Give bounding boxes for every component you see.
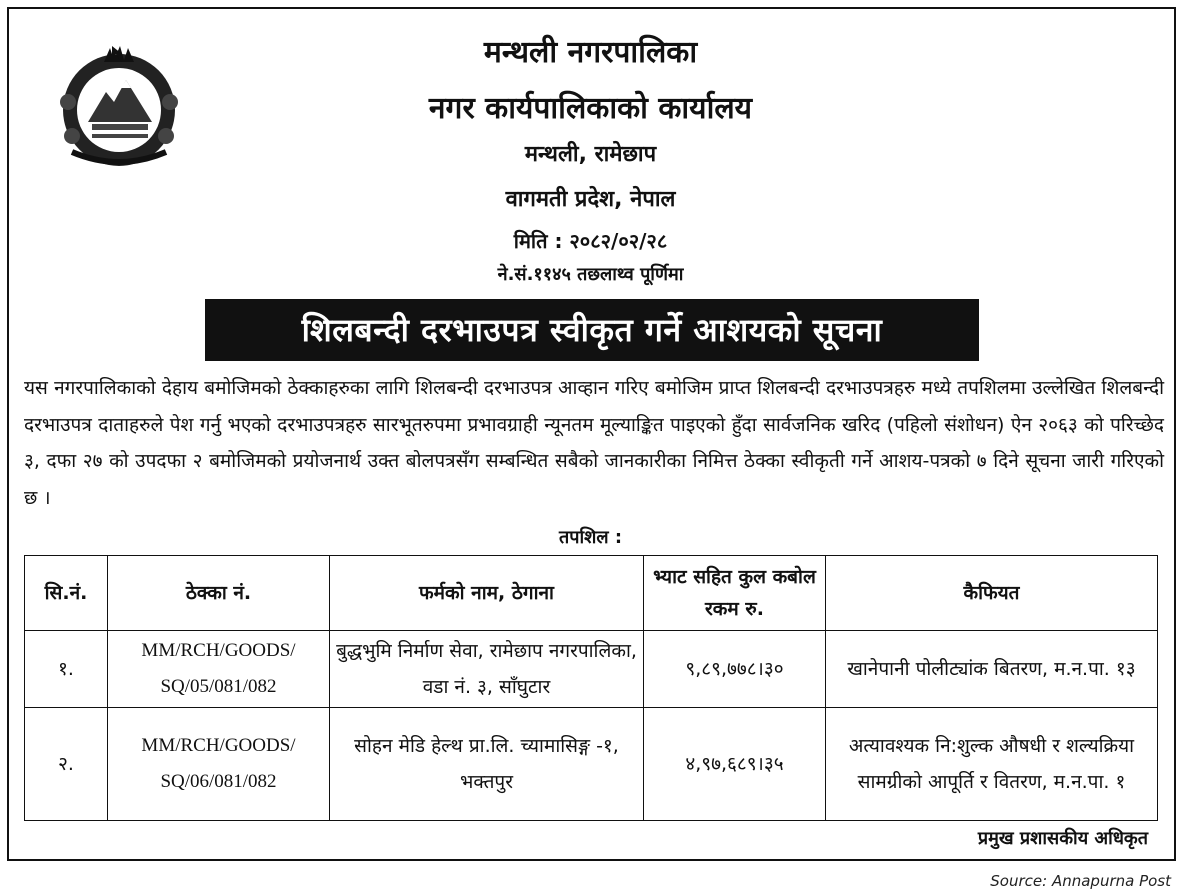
notice-date: मिति : २०८२/०२/२८ (513, 229, 668, 253)
cell-amount: ९,८९,७७८।३० (644, 631, 826, 708)
col-header-amount: भ्याट सहित कुल कबोल रकम रु. (644, 556, 826, 631)
cell-contract-number: MM/RCH/GOODS/ SQ/06/081/082 (108, 708, 330, 821)
col-header-firm: फर्मको नाम, ठेगाना (330, 556, 644, 631)
details-heading: तपशिल : (558, 527, 623, 548)
details-table (24, 555, 1158, 821)
nepal-sambat-date: ने.सं.११४५ तछलाथ्व पूर्णिमा (497, 264, 684, 285)
cell-remarks: अत्यावश्यक नि:शुल्क औषधी र शल्यक्रिया सामग्रीको आपूर्ति र वितरण, म.न.पा. १ (826, 708, 1158, 821)
table-row (25, 708, 1158, 821)
table-header-row (25, 556, 1158, 631)
cell-contract-number: MM/RCH/GOODS/ SQ/05/081/082 (108, 631, 330, 708)
cell-firm: सोहन मेडि हेल्थ प्रा.लि. च्यामासिङ्ग -१, भक्तपुर (330, 708, 644, 821)
notice-body: यस नगरपालिकाको देहाय बमोजिमको ठेक्काहरुका लागि शिलबन्दी दरभाउपत्र आव्हान गरिए बमोजिम प्राप्त शिलबन्दी दरभाउपत्रहरु मध्ये तपशिलमा उल्लेखित शिलबन्दी दरभाउपत्र दाताहरुले पेश गर्नु भएको दरभाउपत्रहरु सारभूतरुपमा प्रभावग्राही न्यूनतम मूल्याङ्कित पाइएको हुँदा सार्वजनिक खरिद (पहिलो संशोधन) ऐन २०६३ को परिच्छेद ३, दफा २७ को उपदफा २ बमोजिमको प्रयोजनार्थ उक्त बोलपत्रसँग सम्बन्धित सबैको जानकारीका निमित्त ठेक्का स्वीकृती गर्ने आशय-पत्रको ७ दिने सूचना जारी गरिएको छ । (24, 377, 1164, 509)
cell-firm: बुद्धभुमि निर्माण सेवा, रामेछाप नगरपालिका, वडा नं. ३, साँघुटार (330, 631, 644, 708)
table-row (25, 631, 1158, 708)
cell-remarks: खानेपानी पोलीट्यांक बितरण, म.न.पा. १३ (826, 631, 1158, 708)
col-header-contract: ठेक्का नं. (108, 556, 330, 631)
cell-sn: २. (25, 708, 108, 821)
col-header-sn: सि.नं. (25, 556, 108, 631)
source-credit: Source: Annapurna Post (990, 872, 1171, 890)
office-name: नगर कार्यपालिकाको कार्यालय (428, 91, 753, 126)
cell-amount: ४,९७,६८९।३५ (644, 708, 826, 821)
municipality-name: मन्थली नगरपालिका (483, 35, 698, 70)
province-country: वागमती प्रदेश, नेपाल (505, 187, 676, 212)
col-header-remarks: कैफियत (826, 556, 1158, 631)
cell-sn: १. (25, 631, 108, 708)
office-address: मन्थली, रामेछाप (524, 142, 657, 167)
notice-title: शिलबन्दी दरभाउपत्र स्वीकृत गर्ने आशयको सूचना (205, 299, 979, 361)
signatory-title: प्रमुख प्रशासकीय अधिकृत (977, 828, 1148, 849)
